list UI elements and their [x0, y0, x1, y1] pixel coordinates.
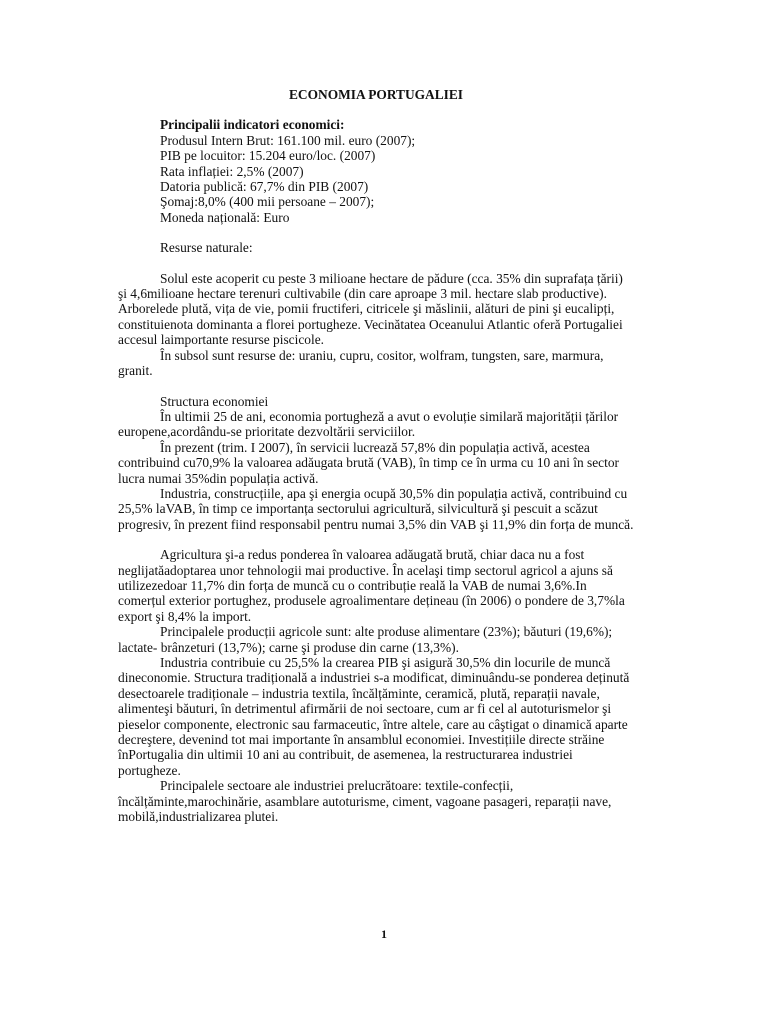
indicator-line: Rata inflației: 2,5% (2007) — [160, 163, 304, 179]
indicator-line: Datoria publică: 67,7% din PIB (2007) — [160, 179, 369, 195]
indicators-heading: Principalii indicatori economici: — [160, 117, 345, 133]
structure-paragraph: În prezent (trim. I 2007), în servicii lucrează 57,8% din populația activă, acestea contribuind cu70,9% la valoarea adăugata brută (VAB), în timp ce în urma cu 10 ani în sector lucra numai 35%din populația activă. — [118, 439, 619, 486]
industry-paragraph: Principalele sectoare ale industriei prelucrătoare: textile-confecții, încălțăminte,marochinărie, asamblare autoturisme, ciment, vagoane pasageri, reparații nave, mobilă,industrializarea plutei. — [118, 778, 612, 825]
page-number: 1 — [381, 927, 387, 941]
page-content — [118, 87, 634, 824]
agriculture-paragraph: Agricultura şi-a redus ponderea în valoarea adăugată brută, chiar daca nu a fost neglijatăadoptarea unor tehnologii mai productive. În acelaşi timp sectorul agricol a ajuns să utilizezedoar 11,7% din forța de muncă cu o contribuție reală la VAB de numai 3,6%.In comerțul exterior portughez, produsele agroalimentare dețineau (în 2006) o pondere de 3,7%la export şi 8,4% la import. — [118, 547, 625, 624]
structure-heading: Structura economiei — [160, 393, 269, 409]
indicator-line: Produsul Intern Brut: 161.100 mil. euro (2007); — [160, 132, 416, 148]
structure-paragraph: Industria, construcțiile, apa şi energia ocupă 30,5% din populația activă, contribuind cu 25,5% laVAB, în timp ce importanța sectorului agricultură, silvicultură şi pescuit a scăzut progresiv, în prezent fiind responsabil pentru numai 3,5% din VAB şi 11,9% din forța de muncă. — [118, 485, 634, 532]
structure-paragraph: În ultimii 25 de ani, economia portugheză a avut o evoluție similară majorității țărilor europene,acordându-se prioritate dezvoltării serviciilor. — [118, 408, 619, 440]
indicators-block — [118, 117, 634, 255]
agriculture-paragraph: Principalele producții agricole sunt: alte produse alimentare (23%); băuturi (19,6%); lactate- brânzeturi (13,7%); carne şi produse din carne (13,3%). — [118, 624, 613, 655]
resources-heading: Resurse naturale: — [160, 240, 253, 256]
page-title: ECONOMIA PORTUGALIEI — [289, 87, 463, 102]
resources-paragraph: Solul este acoperit cu peste 3 milioane hectare de pădure (cca. 35% din suprafața țării) şi 4,6milioane hectare terenuri cultivabile (din care aproape 3 mil. hectare slab productive). Arborelede plută, vița de vie, pomii fructiferi, citricele şi măslinii, alături de pini şi eucalipți, constituienota dominanta a florei portugheze. Vecinătatea Oceanului Atlantic oferă Portugaliei accesul laimportante resurse piscicole. — [118, 270, 623, 348]
indicator-line: PIB pe locuitor: 15.204 euro/loc. (2007) — [160, 148, 376, 164]
indicator-line: Şomaj:8,0% (400 mii persoane – 2007); — [160, 194, 375, 210]
industry-paragraph: Industria contribuie cu 25,5% la crearea PIB şi asigură 30,5% din locurile de muncă dineconomie. Structura tradițională a industriei s-a modificat, diminuându-se ponderea deținută desectoarele tradiționale – industria textila, încălțăminte, ceramică, plută, reparații navale, alimenteşi băuturi, în detrimentul afirmării de noi sectoare, cum ar fi cel al autoturismelor şi pieselor componente, electronic sau farmaceutic, între altele, care au câştigat o dinamică aparte decreştere, devenind tot mai importante în ansamblul economiei. Investițiile directe străine înPortugalia din ultimii 10 ani au contribuit, de asemenea, la restructurarea industriei portugheze. — [118, 655, 630, 778]
resources-paragraph: În subsol sunt resurse de: uraniu, cupru, cositor, wolfram, tungsten, sare, marmura, granit. — [118, 347, 604, 379]
indicator-line: Moneda națională: Euro — [160, 209, 290, 225]
